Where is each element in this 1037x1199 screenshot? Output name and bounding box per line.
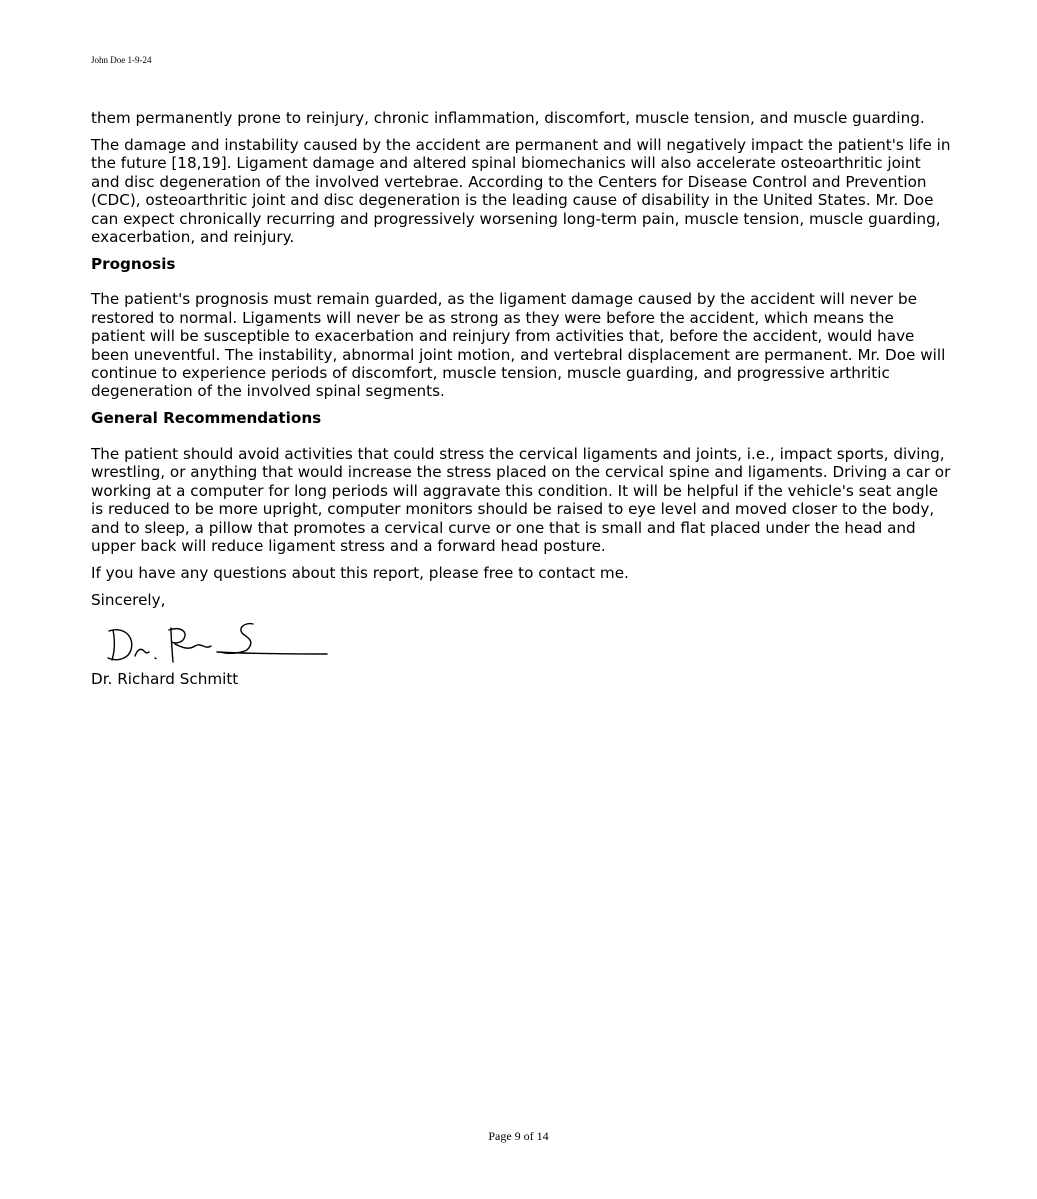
recommendations-paragraph: The patient should avoid activities that could stress the cervical ligaments and joints, i.e., impact sports, diving, wrestling, or anything that would increase the stress placed on the cervical spine and ligaments. Driving a car or working at a computer for long periods will aggravate this condition. It will be helpful if the vehicle's seat angle is reduced to be more upright, computer monitors should be raised to eye level and moved closer to the body, and to sleep, a pillow that promotes a cervical curve or one that is small and flat placed under the head and upper back will reduce ligament stress and a forward head posture. [91, 444, 951, 555]
signature-icon [105, 618, 335, 668]
questions-paragraph: If you have any questions about this report, please free to contact me. [91, 563, 629, 582]
signer-name: Dr. Richard Schmitt [91, 669, 239, 688]
page-number-footer: Page 9 of 14 [488, 1129, 549, 1143]
prognosis-paragraph: The patient's prognosis must remain guarded, as the ligament damage caused by the accident will never be restored to normal. Ligaments will never be as strong as they were before the accident, which means the patient will be susceptible to exacerbation and reinjury from activities that, before the accident, would have been uneventful. The instability, abnormal joint motion, and vertebral displacement are permanent. Mr. Doe will continue to experience periods of discomfort, muscle tension, muscle guarding, and progressive arthritic degeneration of the involved spinal segments. [91, 290, 946, 401]
closing-salutation: Sincerely, [91, 590, 166, 609]
signature-text: Dr. R. S. [105, 617, 109, 619]
page-header: John Doe 1-9-24 [91, 55, 152, 65]
general-recommendations-heading: General Recommendations [91, 409, 322, 428]
report-body [91, 109, 951, 697]
paragraph-damage-instability: The damage and instability caused by the accident are permanent and will negatively impact the patient's life in the future [18,19]. Ligament damage and altered spinal biomechanics will also accelerate osteoarthritic joint and disc degeneration of the involved vertebrae. According to the Centers for Disease Control and Prevention (CDC), osteoarthritic joint and disc degeneration is the leading cause of disability in the United States. Mr. Doe can expect chronically recurring and progressively worsening long-term pain, muscle tension, muscle guarding, exacerbation, and reinjury. [91, 136, 951, 247]
paragraph-continuation: them permanently prone to reinjury, chronic inflammation, discomfort, muscle tension, and muscle guarding. [91, 109, 925, 127]
prognosis-heading: Prognosis [91, 255, 176, 274]
